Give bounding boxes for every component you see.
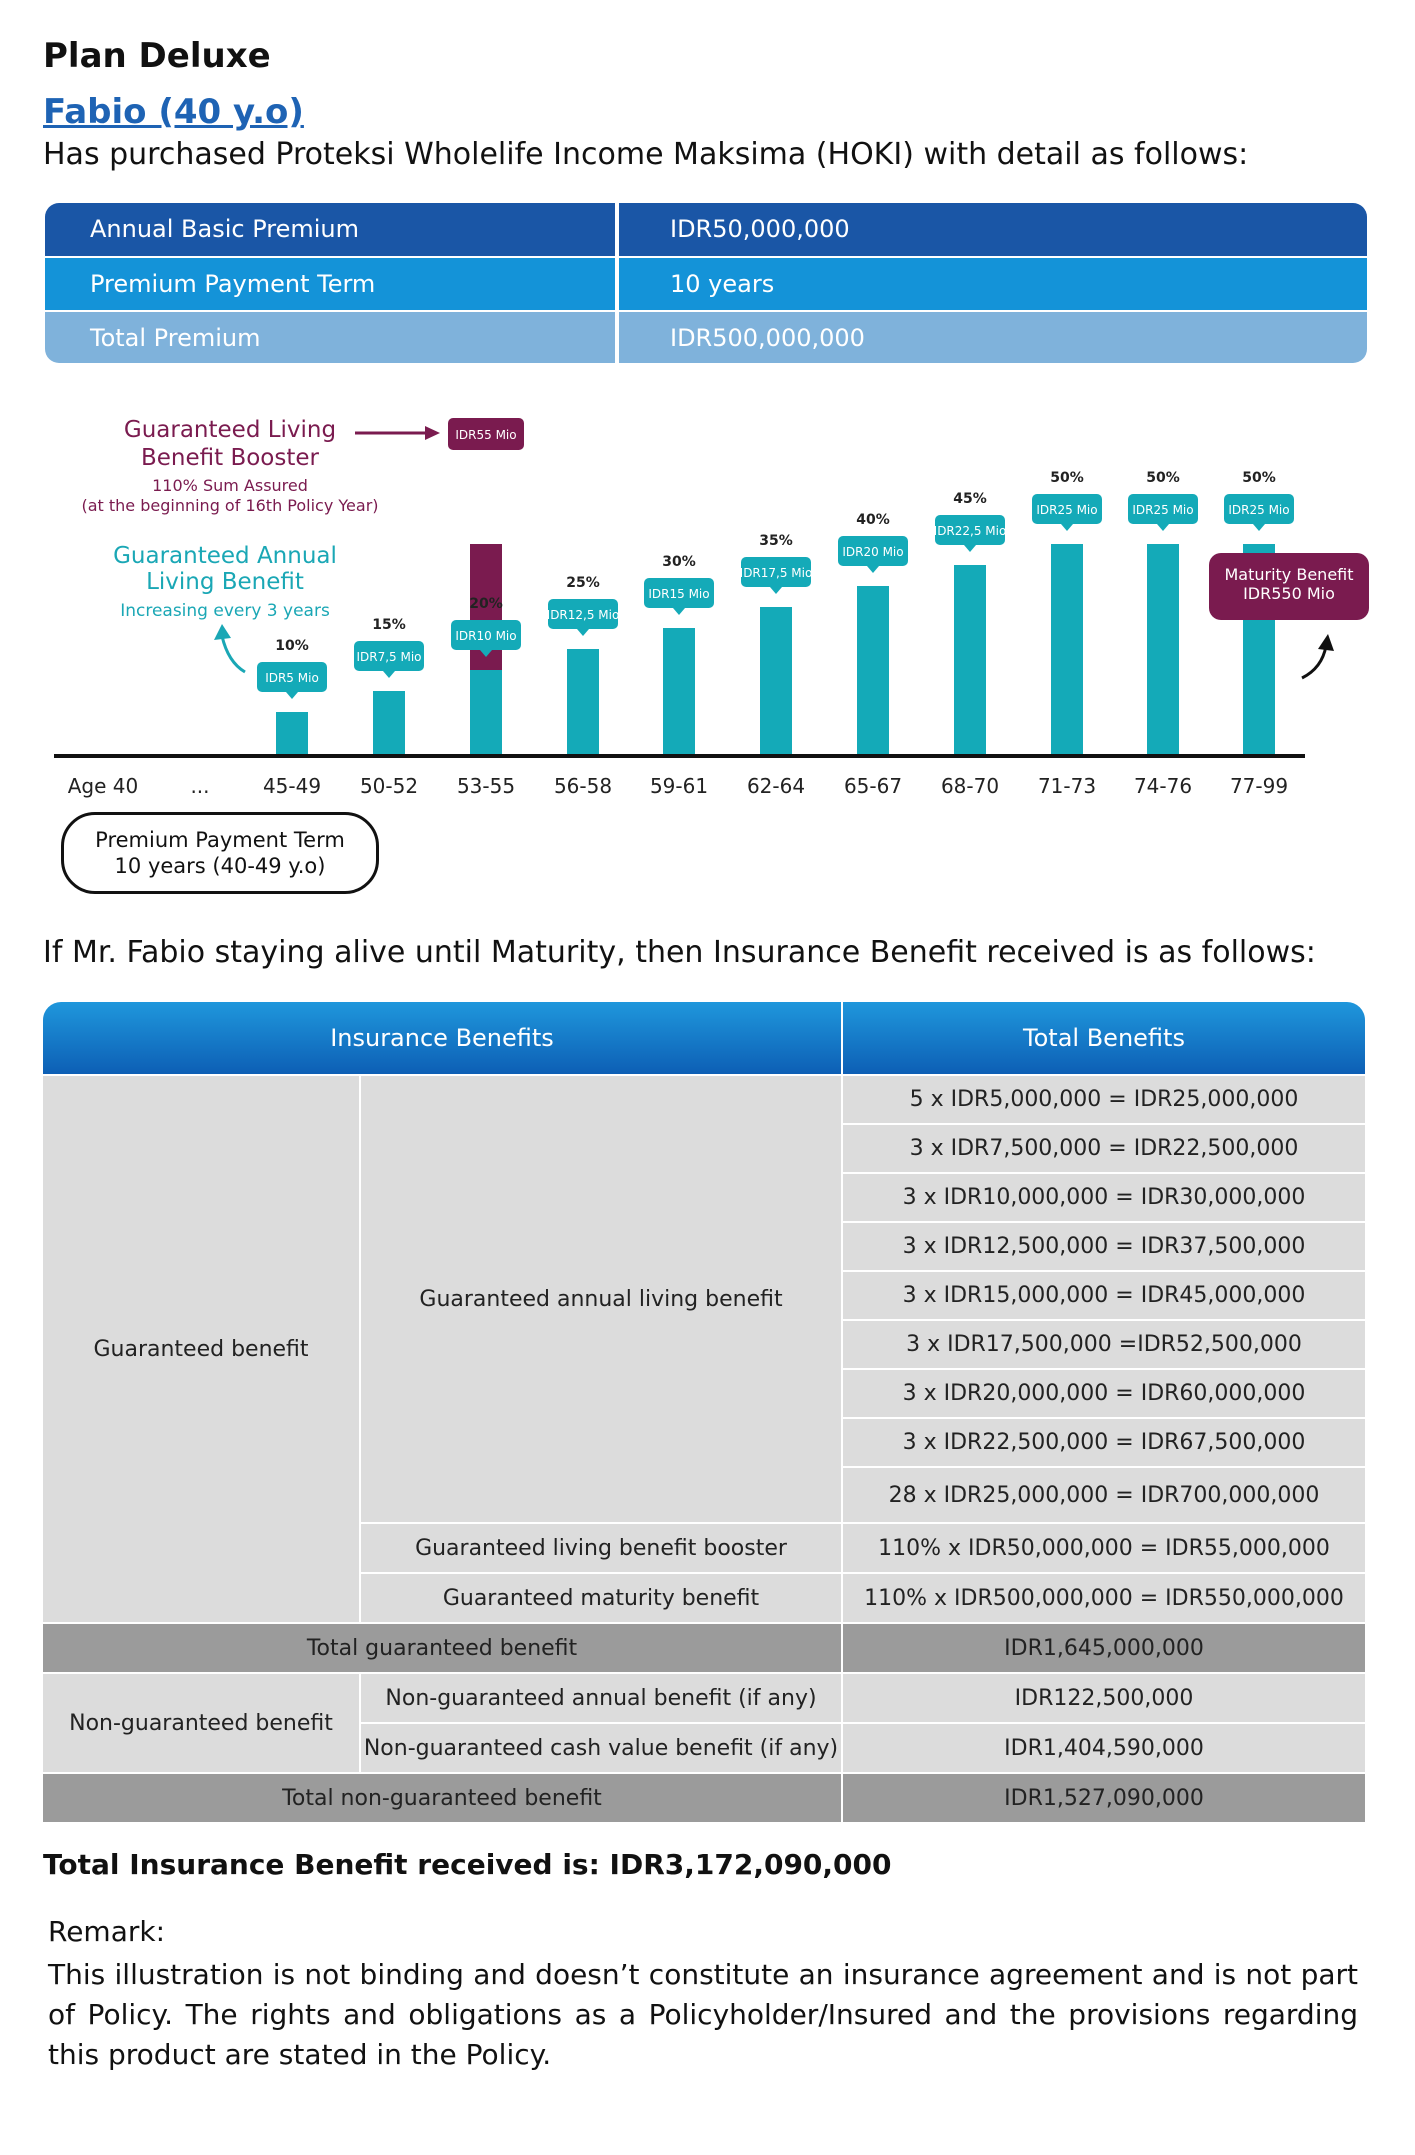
maturity-curve-arrow-head	[1318, 634, 1334, 651]
value-tag-pointer	[673, 608, 685, 615]
annual-benefit-row: 3 x IDR12,500,000 = IDR37,500,000	[843, 1223, 1365, 1270]
benefit-bar	[470, 670, 502, 754]
x-tick-label: 71-73	[1037, 774, 1097, 798]
guaranteed-benefit-label: Guaranteed benefit	[43, 1076, 359, 1622]
value-tag-label: IDR12,5 Mio	[546, 608, 620, 622]
percent-label: 50%	[1146, 470, 1180, 486]
annual-curve-arrow	[222, 636, 245, 672]
annual-curve-arrow-head	[214, 624, 231, 640]
value-tag-pointer	[577, 629, 589, 636]
benefit-bar	[663, 628, 695, 754]
payment-term-title: Premium Payment Term	[95, 828, 345, 852]
booster-annotation-title: Guaranteed Living Benefit Booster	[123, 417, 337, 471]
value-tag-label: IDR7,5 Mio	[356, 650, 422, 664]
total-nonguaranteed-value: IDR1,527,090,000	[843, 1774, 1365, 1822]
value-tag-label: IDR25 Mio	[1132, 503, 1194, 517]
ng-cash-label: Non-guaranteed cash value benefit (if any)	[361, 1724, 841, 1772]
maturity-benefit-tag	[1209, 553, 1369, 620]
premium-row-value: IDR50,000,000	[670, 215, 850, 243]
intro-text: Has purchased Proteksi Wholelife Income Maksima (HOKI) with detail as follows:	[43, 137, 1249, 172]
x-tick-label: 65-67	[843, 774, 903, 798]
benefit-bar	[373, 691, 405, 754]
condition-text: If Mr. Fabio staying alive until Maturity, then Insurance Benefit received is as follows:	[43, 935, 1316, 970]
premium-row-annual	[45, 203, 1367, 256]
percent-label: 15%	[372, 617, 406, 633]
benefit-bar	[857, 586, 889, 754]
payment-term-value: 10 years (40-49 y.o)	[114, 854, 326, 878]
percent-label: 50%	[1242, 470, 1276, 486]
total-guaranteed-value: IDR1,645,000,000	[843, 1624, 1365, 1672]
percent-label: 45%	[953, 491, 987, 507]
value-tag-pointer	[867, 566, 879, 573]
percent-label: 25%	[566, 575, 600, 591]
benefit-bar	[760, 607, 792, 754]
nonguaranteed-benefit-label: Non-guaranteed benefit	[43, 1674, 359, 1772]
booster-annotation-subtitle	[70, 476, 390, 516]
x-tick-label: 77-99	[1229, 774, 1289, 798]
booster-value-tag-label: IDR55 Mio	[455, 428, 517, 442]
x-tick-label: Age 40	[67, 774, 139, 798]
value-tag-pointer	[1157, 524, 1169, 531]
annual-benefit-row: 3 x IDR7,500,000 = IDR22,500,000	[843, 1125, 1365, 1172]
x-tick-label: 50-52	[359, 774, 419, 798]
annual-living-benefit-label: Guaranteed annual living benefit	[361, 1076, 841, 1522]
percent-label: 10%	[275, 638, 309, 654]
percent-label: 35%	[759, 533, 793, 549]
booster-benefit-label: Guaranteed living benefit booster	[361, 1524, 841, 1572]
value-tag-label: IDR10 Mio	[455, 629, 517, 643]
plan-title: Plan Deluxe	[43, 36, 271, 76]
x-tick-label: 45-49	[262, 774, 322, 798]
benefit-bar	[1051, 544, 1083, 754]
value-tag-label: IDR20 Mio	[842, 545, 904, 559]
annual-benefit-row: 3 x IDR17,500,000 =IDR52,500,000	[843, 1321, 1365, 1368]
percent-label: 20%	[469, 596, 503, 612]
premium-row-total	[45, 310, 1367, 363]
premium-summary-table	[45, 203, 1367, 363]
total-insurance-benefit: Total Insurance Benefit received is: IDR3,172,090,000	[43, 1848, 892, 1881]
value-tag-pointer	[286, 692, 298, 699]
maturity-tag-title: Maturity Benefit	[1224, 565, 1354, 584]
maturity-benefit-value: 110% x IDR500,000,000 = IDR550,000,000	[843, 1574, 1365, 1622]
remark-title: Remark:	[48, 1915, 166, 1948]
booster-sub-line-1: 110% Sum Assured	[152, 476, 308, 495]
remark-text: This illustration is not binding and doesn’t constitute an insurance agreement and is not part of Policy. The rights and obligations as a Policyholder/Insured and the provisions regarding this product are stated in the Policy.	[48, 1958, 1358, 2071]
benefit-bar	[1147, 544, 1179, 754]
premium-row-term	[45, 256, 1367, 312]
percent-label: 30%	[662, 554, 696, 570]
ng-annual-label: Non-guaranteed annual benefit (if any)	[361, 1674, 841, 1722]
x-tick-label: 74-76	[1133, 774, 1193, 798]
premium-row-value: IDR500,000,000	[670, 324, 865, 352]
annual-annotation-title: Guaranteed Annual Living Benefit	[113, 543, 337, 595]
value-tag-label: IDR25 Mio	[1228, 503, 1290, 517]
booster-arrow-head	[425, 426, 440, 440]
value-tag-label: IDR5 Mio	[265, 671, 319, 685]
header-total-benefits: Total Benefits	[843, 1002, 1365, 1074]
value-tag-pointer	[770, 587, 782, 594]
total-guaranteed-label: Total guaranteed benefit	[43, 1624, 841, 1672]
header-insurance-benefits: Insurance Benefits	[43, 1002, 841, 1074]
ng-annual-value: IDR122,500,000	[843, 1674, 1365, 1722]
payment-term-box	[61, 812, 379, 894]
value-tag-label: IDR15 Mio	[648, 587, 710, 601]
percent-label: 40%	[856, 512, 890, 528]
value-tag-label: IDR17,5 Mio	[739, 566, 813, 580]
maturity-tag-value: IDR550 Mio	[1243, 584, 1335, 603]
premium-row-label: Premium Payment Term	[90, 270, 376, 298]
client-name: Fabio (40 y.o)	[43, 92, 304, 132]
annual-benefit-row: 28 x IDR25,000,000 = IDR700,000,000	[843, 1468, 1365, 1522]
percent-label: 50%	[1050, 470, 1084, 486]
maturity-benefit-label: Guaranteed maturity benefit	[361, 1574, 841, 1622]
value-tag-pointer	[1253, 524, 1265, 531]
booster-benefit-value: 110% x IDR50,000,000 = IDR55,000,000	[843, 1524, 1365, 1572]
premium-row-value: 10 years	[670, 270, 775, 298]
value-tag-pointer	[964, 545, 976, 552]
value-tag-pointer	[383, 671, 395, 678]
x-tick-label: 68-70	[940, 774, 1000, 798]
premium-row-label: Total Premium	[90, 324, 261, 352]
annual-benefit-row: 3 x IDR22,500,000 = IDR67,500,000	[843, 1419, 1365, 1466]
benefit-bar	[567, 649, 599, 754]
x-tick-label: 62-64	[746, 774, 806, 798]
x-tick-label: 53-55	[456, 774, 516, 798]
ng-cash-value: IDR1,404,590,000	[843, 1724, 1365, 1772]
maturity-curve-arrow	[1302, 646, 1326, 678]
value-tag-pointer	[1061, 524, 1073, 531]
x-tick-label: 56-58	[553, 774, 613, 798]
annual-annotation-subtitle: Increasing every 3 years	[120, 601, 330, 621]
annual-benefit-row: 3 x IDR20,000,000 = IDR60,000,000	[843, 1370, 1365, 1417]
benefit-bar	[276, 712, 308, 754]
annual-benefit-row: 5 x IDR5,000,000 = IDR25,000,000	[843, 1076, 1365, 1123]
x-tick-label: ...	[190, 774, 210, 798]
x-tick-label: 59-61	[649, 774, 709, 798]
annual-benefit-row: 3 x IDR15,000,000 = IDR45,000,000	[843, 1272, 1365, 1319]
value-tag-label: IDR22,5 Mio	[933, 524, 1007, 538]
booster-sub-line-2: (at the beginning of 16th Policy Year)	[81, 496, 379, 515]
benefit-bar	[954, 565, 986, 754]
value-tag-label: IDR25 Mio	[1036, 503, 1098, 517]
premium-row-label: Annual Basic Premium	[90, 215, 360, 243]
annual-benefit-row: 3 x IDR10,000,000 = IDR30,000,000	[843, 1174, 1365, 1221]
total-nonguaranteed-label: Total non-guaranteed benefit	[43, 1774, 841, 1822]
